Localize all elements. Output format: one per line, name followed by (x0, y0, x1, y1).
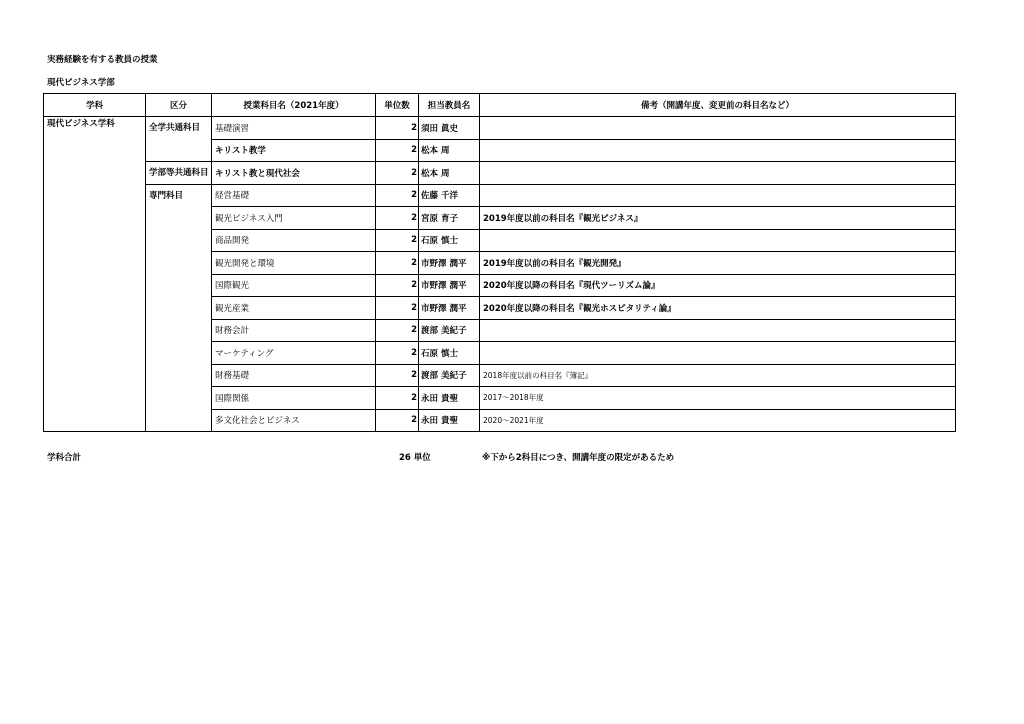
header-teacher: 担当教員名 (419, 94, 480, 117)
subject-cell: 商品開発 (212, 229, 376, 252)
table-row (44, 117, 956, 140)
subject-cell: キリスト教学 (212, 139, 376, 162)
credits-cell: 2 (376, 229, 419, 252)
credits-cell: 2 (376, 162, 419, 185)
teacher-cell: 永田 貴聖 (419, 409, 480, 432)
remarks-cell: 2019年度以前の科目名『観光ビジネス』 (480, 207, 956, 230)
credits-cell: 2 (376, 117, 419, 140)
remarks-cell (480, 229, 956, 252)
remarks-cell: 2019年度以前の科目名『観光開発』 (480, 252, 956, 275)
subject-cell: 観光開発と環境 (212, 252, 376, 275)
remarks-cell: 2017～2018年度 (480, 387, 956, 410)
category-cell: 学部等共通科目 (146, 162, 212, 185)
teacher-cell: 市野澤 潤平 (419, 274, 480, 297)
subject-cell: キリスト教と現代社会 (212, 162, 376, 185)
teacher-cell: 石原 慎士 (419, 342, 480, 365)
credits-cell: 2 (376, 252, 419, 275)
courses-table (43, 93, 956, 432)
teacher-cell: 市野澤 潤平 (419, 252, 480, 275)
header-credits: 単位数 (376, 94, 419, 117)
credits-cell: 2 (376, 387, 419, 410)
remarks-cell (480, 342, 956, 365)
subject-cell: 財務基礎 (212, 364, 376, 387)
subject-cell: 観光ビジネス入門 (212, 207, 376, 230)
credits-cell: 2 (376, 364, 419, 387)
teacher-cell: 松本 周 (419, 162, 480, 185)
subject-cell: 経営基礎 (212, 184, 376, 207)
teacher-cell: 松本 周 (419, 139, 480, 162)
teacher-cell: 渡部 美紀子 (419, 364, 480, 387)
header-remarks: 備考（開講年度、変更前の科目名など） (480, 94, 956, 117)
credits-cell: 2 (376, 409, 419, 432)
teacher-cell: 渡部 美紀子 (419, 319, 480, 342)
faculty-name: 現代ビジネス学部 (47, 78, 115, 88)
table-row (44, 162, 956, 185)
subject-cell: 国際観光 (212, 274, 376, 297)
subject-cell: 国際関係 (212, 387, 376, 410)
document-title: 実務経験を有する教員の授業 (47, 55, 158, 65)
remarks-cell (480, 117, 956, 140)
table-header-row (44, 94, 956, 117)
category-cell: 専門科目 (146, 184, 212, 432)
remarks-cell (480, 184, 956, 207)
credits-cell: 2 (376, 297, 419, 320)
subject-cell: 多文化社会とビジネス (212, 409, 376, 432)
credits-cell: 2 (376, 207, 419, 230)
remarks-cell (480, 319, 956, 342)
category-cell: 全学共通科目 (146, 117, 212, 162)
remarks-cell: 2020～2021年度 (480, 409, 956, 432)
teacher-cell: 市野澤 潤平 (419, 297, 480, 320)
remarks-cell: 2020年度以降の科目名『現代ツーリズム論』 (480, 274, 956, 297)
teacher-cell: 佐藤 千洋 (419, 184, 480, 207)
teacher-cell: 石原 慎士 (419, 229, 480, 252)
remarks-cell: 2020年度以降の科目名『観光ホスピタリティ論』 (480, 297, 956, 320)
remarks-cell (480, 139, 956, 162)
total-label: 学科合計 (47, 453, 82, 463)
footnote: ※下から2科目につき、開講年度の限定があるため (482, 453, 675, 463)
subject-cell: 基礎演習 (212, 117, 376, 140)
remarks-cell (480, 162, 956, 185)
subject-cell: マーケティング (212, 342, 376, 365)
subject-cell: 財務会計 (212, 319, 376, 342)
teacher-cell: 須田 眞史 (419, 117, 480, 140)
teacher-cell: 宮原 育子 (419, 207, 480, 230)
total-credits: 26 単位 (399, 453, 431, 463)
subject-cell: 観光産業 (212, 297, 376, 320)
department-cell: 現代ビジネス学科 (44, 117, 146, 432)
header-subject: 授業科目名（2021年度） (212, 94, 376, 117)
teacher-cell: 永田 貴聖 (419, 387, 480, 410)
credits-cell: 2 (376, 274, 419, 297)
remarks-cell: 2018年度以前の科目名『簿記』 (480, 364, 956, 387)
table-row (44, 184, 956, 207)
credits-cell: 2 (376, 184, 419, 207)
credits-cell: 2 (376, 342, 419, 365)
credits-cell: 2 (376, 319, 419, 342)
header-category: 区分 (146, 94, 212, 117)
credits-cell: 2 (376, 139, 419, 162)
header-department: 学科 (44, 94, 146, 117)
